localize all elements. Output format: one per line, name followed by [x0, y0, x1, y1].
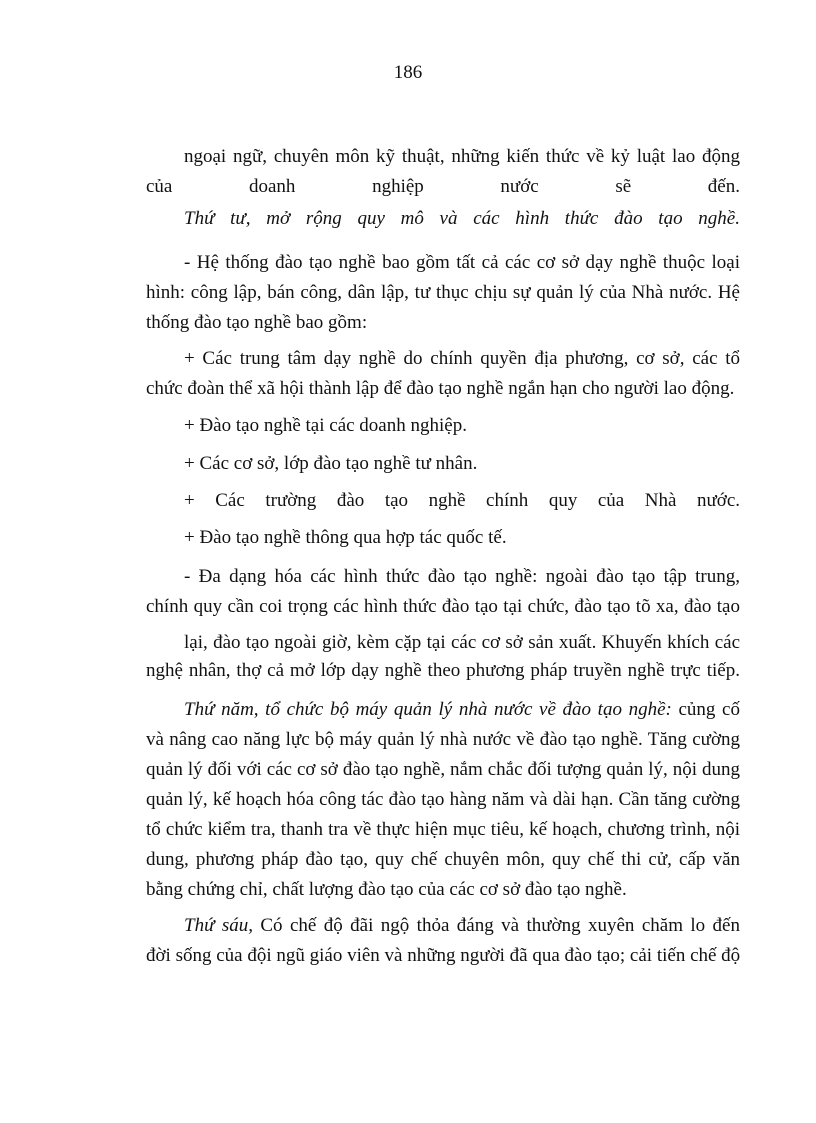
paragraph-line: và nâng cao năng lực bộ máy quản lý nhà nước về đào tạo nghề. Tăng cường	[146, 729, 740, 750]
paragraph-line: thống đào tạo nghề bao gồm:	[146, 312, 368, 333]
list-item-line: + Đào tạo nghề tại các doanh nghiệp.	[184, 415, 467, 436]
list-item-line: + Các trung tâm dạy nghề do chính quyền địa phương, cơ sở, các tổ	[184, 348, 740, 369]
paragraph-lead-line	[146, 697, 740, 723]
list-item-line: + Đào tạo nghề thông qua hợp tác quốc tế.	[184, 527, 507, 548]
paragraph-line: quản lý, kế hoạch hóa công tác đào tạo hàng năm và dài hạn. Cần tăng cường	[146, 789, 740, 810]
paragraph-line: chính quy cần coi trọng các hình thức đào tạo tại chức, đào tạo tõ xa, đào tạo	[146, 596, 740, 617]
section-heading-fourth: Thứ tư, mở rộng quy mô và các hình thức đào tạo nghề.	[184, 208, 740, 229]
paragraph-line: - Hệ thống đào tạo nghề bao gồm tất cả các cơ sở dạy nghề thuộc loại	[184, 252, 740, 273]
lead-text: củng cố	[671, 699, 740, 720]
lead-text: Có chế độ đãi ngộ thỏa đáng và thường xuyên chăm lo đến	[252, 915, 740, 936]
paragraph-line: quản lý đối với các cơ sở đào tạo nghề, nắm chắc đối tượng quản lý, nội dung	[146, 759, 740, 780]
section-heading-fifth: Thứ năm, tổ chức bộ máy quản lý nhà nước về đào tạo nghề:	[184, 699, 672, 720]
page-number: 186	[393, 62, 423, 83]
paragraph-lead-line	[146, 913, 740, 939]
paragraph-line: - Đa dạng hóa các hình thức đào tạo nghề: ngoài đào tạo tập trung,	[184, 566, 740, 587]
paragraph-line: đời sống của đội ngũ giáo viên và những người đã qua đào tạo; cải tiến chế độ	[146, 945, 741, 966]
paragraph-line: nghệ nhân, thợ cả mở lớp dạy nghề theo phương pháp truyền nghề trực tiếp.	[146, 660, 740, 681]
paragraph-line: hình: công lập, bán công, dân lập, tư thục chịu sự quản lý của Nhà nước. Hệ	[146, 282, 740, 303]
paragraph-line: tổ chức kiểm tra, thanh tra về thực hiện mục tiêu, kế hoạch, chương trình, nội	[146, 819, 740, 840]
paragraph-line: bằng chứng chỉ, chất lượng đào tạo của các cơ sở đào tạo nghề.	[146, 879, 627, 900]
list-item-line: + Các trường đào tạo nghề chính quy của Nhà nước.	[184, 490, 740, 511]
paragraph-line: của doanh nghiệp nước sẽ đến.	[146, 176, 740, 197]
list-item-line: chức đoàn thể xã hội thành lập để đào tạo nghề ngắn hạn cho người lao động.	[146, 378, 735, 399]
paragraph-line: lại, đào tạo ngoài giờ, kèm cặp tại các cơ sở sản xuất. Khuyến khích các	[184, 632, 740, 653]
paragraph-line: ngoại ngữ, chuyên môn kỹ thuật, những kiến thức về kỷ luật lao động	[184, 146, 740, 167]
paragraph-line: dung, phương pháp đào tạo, quy chế chuyên môn, quy chế thi cử, cấp văn	[146, 849, 740, 870]
list-item-line: + Các cơ sở, lớp đào tạo nghề tư nhân.	[184, 453, 478, 474]
section-heading-sixth: Thứ sáu,	[184, 915, 253, 936]
